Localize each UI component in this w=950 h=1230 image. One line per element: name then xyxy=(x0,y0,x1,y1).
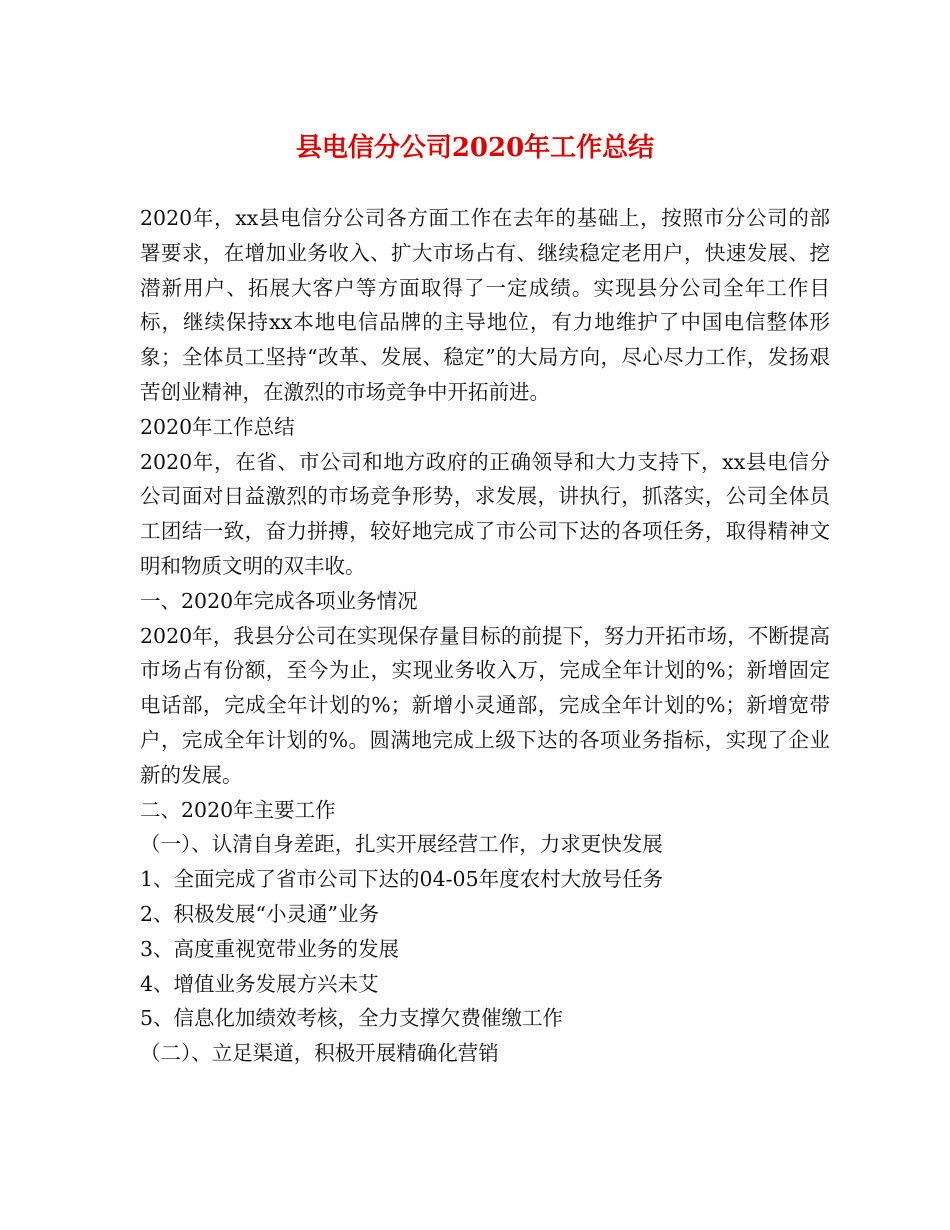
section-heading-2: 二、2020年主要工作 xyxy=(140,797,336,822)
list-item-5: 5、信息化加绩效考核，全力支撑欠费催缴工作 xyxy=(140,1006,564,1031)
paragraph-intro: 2020年，xx县电信分公司各方面工作在去年的基础上，按照市分公司的部署要求，在增加业务收入、扩大市场占有、继续稳定老用户，快速发展、挖潜新用户、拓展大客户等方面取得了一定成绩。实现县分公司全年工作目标，继续保持xx本地电信品牌的主导地位，有力地维护了中国电信整体形象；全体员工坚持“改革、发展、稳定”的大局方向，尽心尽力工作，发扬艰苦创业精神，在激烈的市场竞争中开拓前进。 xyxy=(140,206,830,404)
list-item-1: 1、全面完成了省市公司下达的04-05年度农村大放号任务 xyxy=(140,867,664,892)
document-title: 县电信分公司2020年工作总结 xyxy=(295,133,655,163)
section-heading-1: 一、2020年完成各项业务情况 xyxy=(140,588,418,613)
paragraph-business-results: 2020年，我县分公司在实现保存量目标的前提下，努力开拓市场，不断提高市场占有份额，至今为止，实现业务收入万，完成全年计划的%；新增固定电话部，完成全年计划的%；新增小灵通部，完成全年计划的%；新增宽带户，完成全年计划的%。圆满地完成上级下达的各项业务指标，实现了企业新的发展。 xyxy=(140,623,830,787)
subsection-heading-1: （一）、认清自身差距，扎实开展经营工作，力求更快发展 xyxy=(140,832,663,857)
document-body xyxy=(140,201,830,1071)
subsection-heading-2: （二）、立足渠道，积极开展精确化营销 xyxy=(140,1041,499,1066)
paragraph-overview: 2020年，在省、市公司和地方政府的正确领导和大力支持下，xx县电信分公司面对日益激烈的市场竞争形势，求发展，讲执行，抓落实，公司全体员工团结一致，奋力拼搏，较好地完成了市公司下达的各项任务，取得精神文明和物质文明的双丰收。 xyxy=(140,449,830,578)
list-item-3: 3、高度重视宽带业务的发展 xyxy=(140,936,400,961)
list-item-4: 4、增值业务发展方兴未艾 xyxy=(140,971,379,996)
paragraph-heading-summary: 2020年工作总结 xyxy=(140,414,295,439)
list-item-2: 2、积极发展“小灵通”业务 xyxy=(140,901,380,926)
